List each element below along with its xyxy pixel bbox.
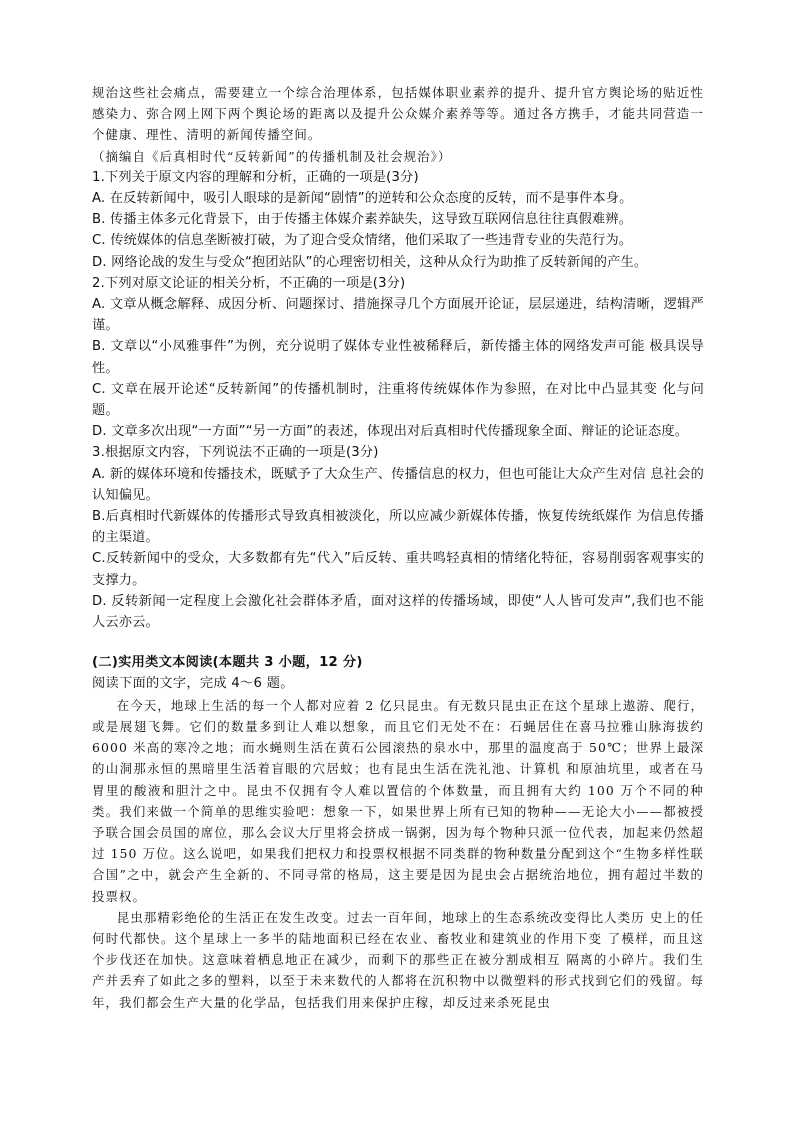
document-page bbox=[92, 82, 704, 1013]
question-stem: 2.下列对原文论证的相关分析，不正确的一项是(3分) bbox=[92, 275, 406, 291]
section-title: (二)实用类文本阅读(本题共 3 小题，12 分) bbox=[92, 655, 363, 671]
option-d: D. 反转新闻一定程度上会激化社会群体矛盾，面对这样的传播场域，即使“人人皆可发声”,我们也不能人云亦云。 bbox=[92, 593, 704, 631]
option-c: C. 传统媒体的信息垄断被打破，为了迎合受众情绪，他们采取了一些违背专业的失范行为。 bbox=[92, 233, 633, 249]
option-d: D. 网络论战的发生与受众“抱团站队”的心理密切相关，这种从众行为助推了反转新闻的产生。 bbox=[92, 254, 648, 270]
option-a: A. 新的媒体环境和传播技术，既赋予了大众生产、传播信息的权力，但也可能让大众产生对信 息社会的认知偏见。 bbox=[92, 466, 704, 503]
option-a: A. 文章从概念解释、成因分析、问题探讨、措施探寻几个方面展开论证，层层递进，结构清晰，逻辑严谨。 bbox=[92, 297, 704, 334]
question-2 bbox=[92, 273, 704, 443]
option-b: B. 文章以“小凤雅事件”为例，充分说明了媒体专业性被稀释后，新传播主体的网络发声可能 极具误导性。 bbox=[92, 339, 704, 376]
question-1 bbox=[92, 167, 704, 273]
option-c: C.反转新闻中的受众，大多数都有先“代入”后反转、重共鸣轻真相的情绪化特征，容易削弱客观事实的支撑力。 bbox=[92, 551, 704, 588]
reading-paragraph: 在今天，地球上生活的每一个人都对应着 2 亿只昆虫。有无数只昆虫正在这个星球上遨游、爬行，或是展翅飞舞。它们的数量多到让人难以想象，而且它们无处不在：石蝇居住在喜马拉雅山脉海拔约 6000 米高的寒冷之地；而水蝇则生活在黄石公园滚热的泉水中，那里的温度高于 50℃；世界上最深的山洞那永恒的黑暗里生活着盲眼的穴居蚊；也有昆虫生活在洗礼池、计算机 和原油坑里，或者在马胃里的酸液和胆汁之中。昆虫不仅拥有令人难以置信的个体数量，而且拥有大约 100 万个不同的种类。我们来做一个简单的思维实验吧：想象一下，如果世界上所有已知的物种——无论大小——都被授予联合国会员国的席位，那么会议大厅里将会挤成一锅粥，因为每个物种只派一位代表，加起来仍然超过 150 万位。这么说吧，如果我们把权力和投票权根据不同类群的物种数量分配到这个“生物多样性联合国”之中，就会产生全新的、不同寻常的格局，这主要是因为昆虫会占据统治地位，拥有超过半数的投票权。 bbox=[92, 697, 704, 904]
option-a: A. 在反转新闻中，吸引人眼球的是新闻“剧情”的逆转和公众态度的反转，而不是事件本身。 bbox=[92, 191, 633, 207]
passage-source: （摘编自《后真相时代“反转新闻”的传播机制及社会规治》） bbox=[92, 148, 452, 164]
question-stem: 3.根据原文内容，下列说法不正确的一项是(3分) bbox=[92, 445, 379, 461]
section-instruction: 阅读下面的文字，完成 4～6 题。 bbox=[92, 676, 294, 692]
option-c: C. 文章在展开论述“反转新闻”的传播机制时，注重将传统媒体作为参照，在对比中凸显其变 化与问题。 bbox=[92, 381, 704, 419]
passage-tail: 规治这些社会痛点，需要建立一个综合治理体系，包括媒体职业素养的提升、提升官方舆论场的贴近性感染力、弥合网上网下两个舆论场的距离以及提升公众媒介素养等等。通过各方携手，才能共同营造一个健康、理性、清明的新闻传播空间。 bbox=[92, 85, 704, 143]
option-b: B.后真相时代新媒体的传播形式导致真相被淡化，所以应减少新媒体传播，恢复传统纸媒作 为信息传播的主渠道。 bbox=[92, 509, 704, 546]
reading-paragraph: 昆虫那精彩绝伦的生活正在发生改变。过去一百年间，地球上的生态系统改变得比人类历 史上的任何时代都快。这个星球上一多半的陆地面积已经在农业、畜牧业和建筑业的作用下变 了模样，而且这个步伐还在加快。这意味着栖息地正在减少，而剩下的那些正在被分割成相互 隔离的小碎片。我们生产并丢弃了如此之多的塑料，以至于未来数代的人都将在沉积物中以微塑料的形式找到它们的残留。每年，我们都会生产大量的化学品，包括我们用来保护庄稼，却反过来杀死昆虫 bbox=[92, 909, 704, 1010]
question-3 bbox=[92, 442, 704, 633]
question-stem: 1.下列关于原文内容的理解和分析，正确的一项是(3分) bbox=[92, 169, 419, 185]
option-d: D. 文章多次出现“一方面”“另一方面”的表述，体现出对后真相时代传播现象全面、辩证的论证态度。 bbox=[92, 424, 689, 440]
option-b: B. 传播主体多元化背景下，由于传播主体媒介素养缺失，这导致互联网信息往往真假难辨。 bbox=[92, 212, 633, 228]
